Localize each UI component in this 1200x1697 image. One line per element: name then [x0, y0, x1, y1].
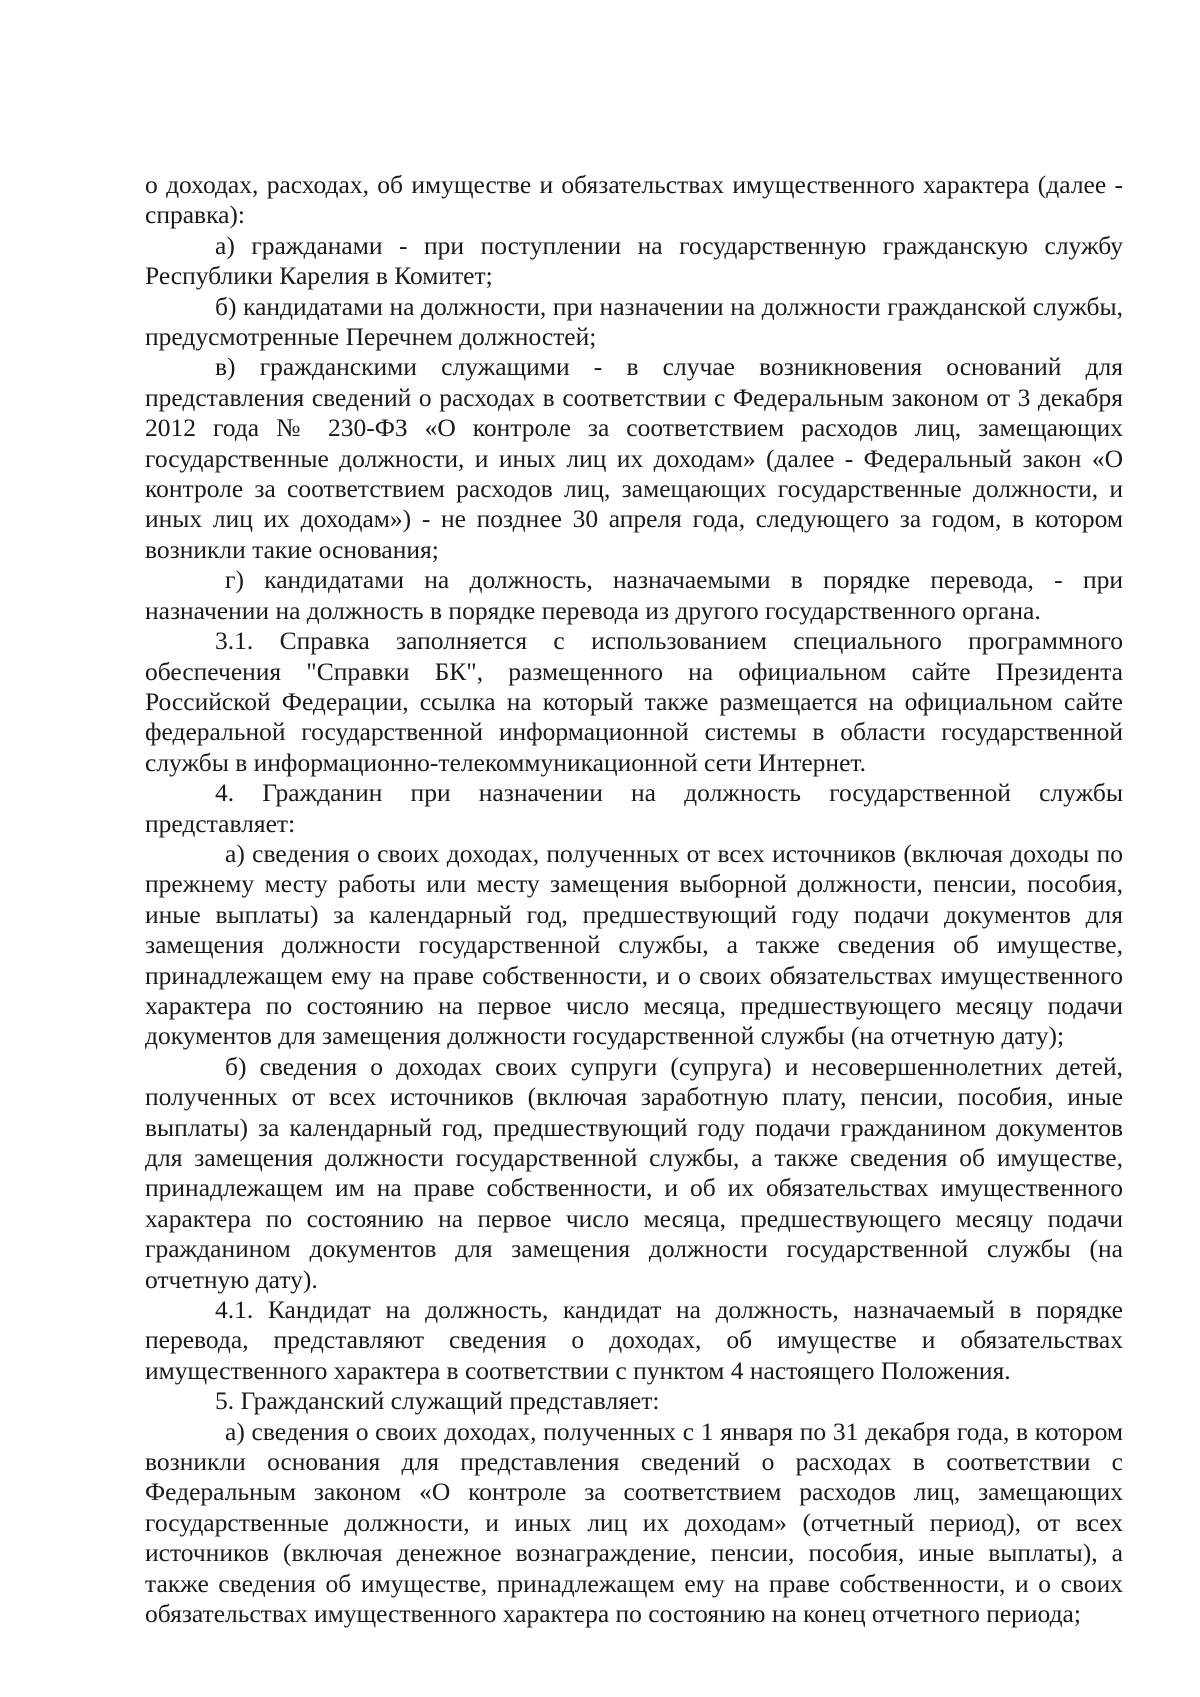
- paragraph-item-v-civil-servants: в) гражданскими служащими - в случае возникновения оснований для представления сведений о расходах в соответствии с Федеральным законом от 3 декабря 2012 года № 230-ФЗ «О контроле за соответствием расходов лиц, замещающих государственные должности, и иных лиц их доходам» (далее - Федеральный закон «О контроле за соответствием расходов лиц, замещающих государственные должности, и иных лиц их доходам») - не позднее 30 апреля года, следующего за годом, в котором возникли такие основания;: [145, 352, 1123, 564]
- paragraph-item-b-candidates: б) кандидатами на должности, при назначении на должности гражданской службы, предусмотренные Перечнем должностей;: [145, 291, 1123, 352]
- document-page: [145, 170, 1123, 1630]
- paragraph-clause-4: 4. Гражданин при назначении на должность государственной службы представляет:: [145, 778, 1123, 838]
- paragraph-item-g-transfer-candidates: г) кандидатами на должность, назначаемыми в порядке перевода, - при назначении на должность в порядке перевода из другого государственного органа.: [145, 565, 1123, 625]
- paragraph-item-a-citizens: а) гражданами - при поступлении на государственную гражданскую службу Республики Карелия в Комитет;: [145, 230, 1123, 291]
- paragraph-clause-3-1: 3.1. Справка заполняется с использованием специального программного обеспечения "Справки БК", размещенного на официальном сайте Президента Российской Федерации, ссылка на который также размещается на официальном сайте федеральной государственной информационной системы в области государственной службы в информационно-телекоммуникационной сети Интернет.: [145, 626, 1123, 777]
- paragraph-continuation-spravka: о доходах, расходах, об имуществе и обязательствах имущественного характера (далее - справка):: [145, 170, 1123, 230]
- paragraph-clause-4-item-b: б) сведения о доходах своих супруги (супруга) и несовершеннолетних детей, полученных от всех источников (включая заработную плату, пенсии, пособия, иные выплаты) за календарный год, предшествующий году подачи гражданином документов для замещения должности государственной службы, а также сведения об имуществе, принадлежащем им на праве собственности, и об их обязательствах имущественного характера по состоянию на первое число месяца, предшествующего месяцу подачи гражданином документов для замещения должности государственной службы (на отчетную дату).: [145, 1051, 1123, 1294]
- paragraph-clause-5: 5. Гражданский служащий представляет:: [215, 1386, 660, 1416]
- paragraph-clause-5-item-a: а) сведения о своих доходах, полученных с 1 января по 31 декабря года, в котором возникли основания для представления сведений о расходах в соответствии с Федеральным законом «О контроле за соответствием расходов лиц, замещающих государственные должности, и иных лиц их доходам» (отчетный период), от всех источников (включая денежное вознаграждение, пенсии, пособия, иные выплаты), а также сведения об имуществе, принадлежащем ему на праве собственности, и о своих обязательствах имущественного характера по состоянию на конец отчетного периода;: [145, 1416, 1123, 1629]
- paragraph-clause-4-item-a: а) сведения о своих доходах, полученных от всех источников (включая доходы по прежнему месту работы или месту замещения выборной должности, пенсии, пособия, иные выплаты) за календарный год, предшествующий году подачи документов для замещения должности государственной службы, а также сведения об имуществе, принадлежащем ему на праве собственности, и о своих обязательствах имущественного характера по состоянию на первое число месяца, предшествующего месяцу подачи документов для замещения должности государственной службы (на отчетную дату);: [145, 838, 1123, 1051]
- paragraph-clause-4-1: 4.1. Кандидат на должность, кандидат на должность, назначаемый в порядке перевода, представляют сведения о доходах, об имуществе и обязательствах имущественного характера в соответствии с пунктом 4 настоящего Положения.: [145, 1295, 1123, 1385]
